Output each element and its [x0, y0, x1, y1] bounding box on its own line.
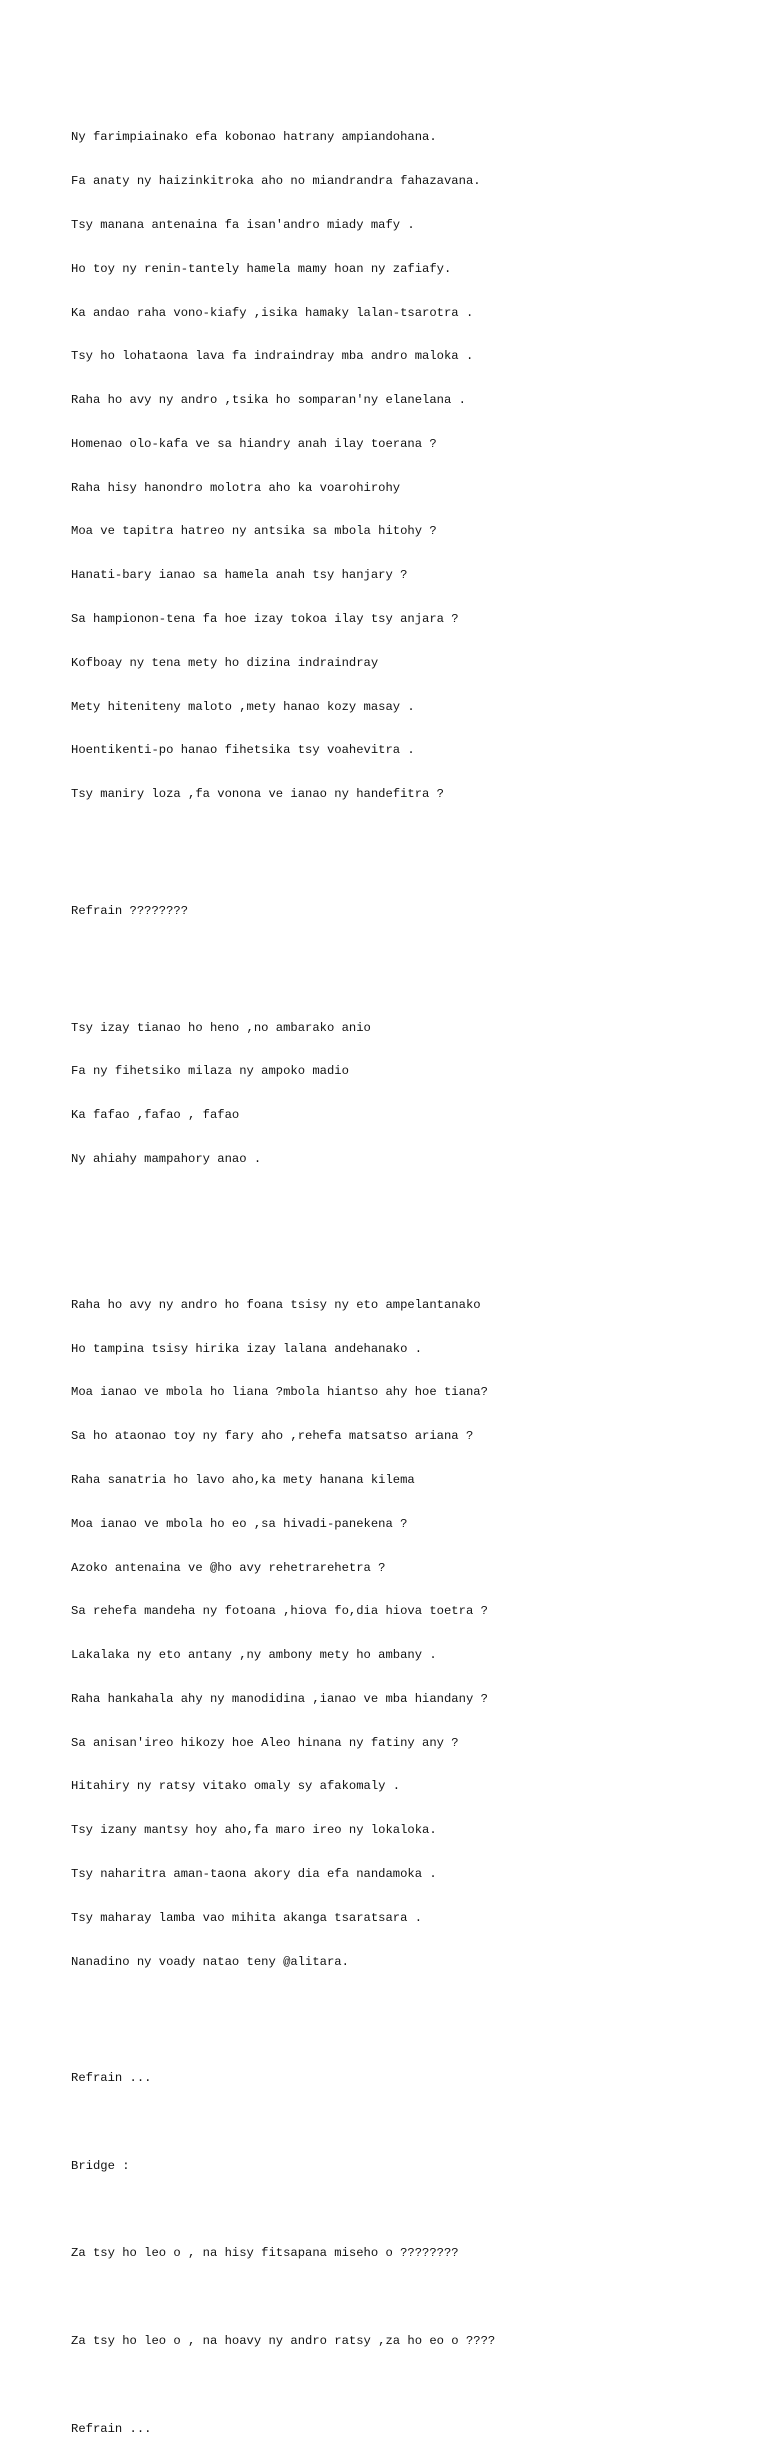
bridge-label: Bridge :	[71, 2158, 130, 2173]
chorus	[71, 991, 731, 1195]
lyric-line: Sa ho ataonao toy ny fary aho ,rehefa matsatso ariana ?	[71, 1429, 474, 1444]
lyric-line: Sa rehefa mandeha ny fotoana ,hiova fo,dia hiova toetra ?	[71, 1604, 488, 1619]
bridge-line-2: Za tsy ho leo o , na hoavy ny andro ratsy ,za ho eo o ????	[71, 2334, 496, 2349]
lyric-line: Sa anisan'ireo hikozy hoe Aleo hinana ny fatiny any ?	[71, 1735, 459, 1750]
blank-line	[71, 2290, 731, 2305]
lyric-line: Raha hankahala ahy ny manodidina ,ianao ve mba hiandany ?	[71, 1691, 488, 1706]
lyric-line: Hanati-bary ianao sa hamela anah tsy hanjary ?	[71, 568, 408, 583]
lyric-line: Kofboay ny tena mety ho dizina indraindray	[71, 655, 379, 670]
lyric-line: Tsy ho lohataona lava fa indraindray mba andro maloka .	[71, 349, 474, 364]
lyric-line: Raha sanatria ho lavo aho,ka mety hanana kilema	[71, 1473, 415, 1487]
lyric-line: Tsy maharay lamba vao mihita akanga tsaratsara .	[71, 1910, 423, 1925]
lyric-line: Hoentikenti-po hanao fihetsika tsy voahevitra .	[71, 743, 415, 758]
lyric-line: Fa ny fihetsiko milaza ny ampoko madio	[71, 1064, 349, 1079]
lyric-line: Raha ho avy ny andro ,tsika ho somparan'ny elanelana .	[71, 393, 466, 408]
refrain-label-2: Refrain ...	[71, 2071, 152, 2086]
lyric-line: Sa hampionon-tena fa hoe izay tokoa ilay tsy anjara ?	[71, 611, 459, 626]
lyric-line: Ka andao raha vono-kiafy ,isika hamaky lalan-tsarotra .	[71, 305, 474, 320]
verse-2	[71, 1269, 731, 1999]
verse-1	[71, 101, 731, 831]
blank-line	[71, 948, 731, 963]
lyric-line: Hitahiry ny ratsy vitako omaly sy afakomaly .	[71, 1779, 401, 1794]
refrain-label-1: Refrain ????????	[71, 903, 189, 918]
blank-line	[71, 2115, 731, 2130]
blank-line	[71, 1225, 731, 1240]
lyric-line: Fa anaty ny haizinkitroka aho no miandrandra fahazavana.	[71, 174, 481, 189]
lyric-line: Tsy manana antenaina fa isan'andro miady mafy .	[71, 217, 415, 232]
lyric-line: Moa ianao ve mbola ho eo ,sa hivadi-panekena ?	[71, 1516, 408, 1531]
bridge-line-1: Za tsy ho leo o , na hisy fitsapana miseho o ????????	[71, 2246, 459, 2261]
lyric-line: Tsy izay tianao ho heno ,no ambarako anio	[71, 1020, 371, 1035]
lyric-line: Ny ahiahy mampahory anao .	[71, 1151, 262, 1166]
blank-line	[71, 2378, 731, 2393]
lyric-line: Homenao olo-kafa ve sa hiandry anah ilay toerana ?	[71, 436, 437, 451]
lyric-line: Ho toy ny renin-tantely hamela mamy hoan ny zafiafy.	[71, 261, 452, 276]
lyric-line: Mety hiteniteny maloto ,mety hanao kozy masay .	[71, 699, 415, 714]
lyric-line: Raha ho avy ny andro ho foana tsisy ny eto ampelantanako	[71, 1297, 481, 1312]
lyric-line: Tsy naharitra aman-taona akory dia efa nandamoka .	[71, 1867, 437, 1882]
lyric-line: Tsy izany mantsy hoy aho,fa maro ireo ny lokaloka.	[71, 1823, 437, 1838]
lyric-line: Nanadino ny voady natao teny @alitara.	[71, 1954, 349, 1969]
lyric-line: Ka fafao ,fafao , fafao	[71, 1108, 240, 1123]
lyric-line: Lakalaka ny eto antany ,ny ambony mety ho ambany .	[71, 1648, 437, 1663]
lyrics-document	[71, 72, 731, 2451]
refrain-label-3: Refrain ...	[71, 2421, 152, 2436]
lyric-line: Ny farimpiainako efa kobonao hatrany ampiandohana.	[71, 130, 437, 145]
lyric-line: Azoko antenaina ve @ho avy rehetrarehetra ?	[71, 1560, 386, 1575]
lyric-line: Ho tampina tsisy hirika izay lalana andehanako .	[71, 1341, 423, 1356]
blank-line	[71, 860, 731, 875]
blank-line	[71, 2203, 731, 2218]
lyric-line: Tsy maniry loza ,fa vonona ve ianao ny handefitra ?	[71, 787, 444, 802]
lyric-line: Moa ianao ve mbola ho liana ?mbola hiantso ahy hoe tiana?	[71, 1385, 488, 1400]
lyric-line: Moa ve tapitra hatreo ny antsika sa mbola hitohy ?	[71, 524, 437, 539]
lyric-line: Raha hisy hanondro molotra aho ka voarohirohy	[71, 480, 401, 495]
blank-line	[71, 2028, 731, 2043]
